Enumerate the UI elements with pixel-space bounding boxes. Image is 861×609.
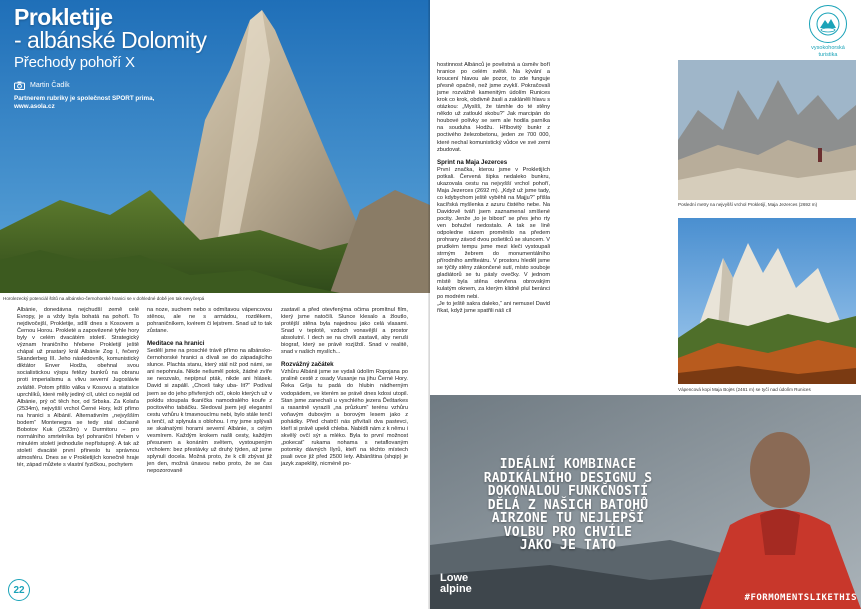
ad-hashtag: #FORMOMENTSLIKETHIS [744,593,857,603]
left-column-2 [147,307,272,475]
left-col2-text: na noze, suchem nebo s odmítavou vápencovou stěnou, ale ne s armádou, rozděkem, pohraničníkem, kvérem či lejstrem. Snad už to tak zůstane. [147,307,272,335]
article-title-block [14,6,294,111]
hero-photo [0,0,430,293]
partner-note [14,95,194,111]
title-line-1: Prokletije [14,4,113,30]
photo1-caption: Poslední metry na nejvyšší vrchol Prokletijí, Maja Jezerces (2692 m) [678,202,818,207]
section-heading-meditace: Meditace na hranici [147,340,205,348]
left-col3-text: zastavil a před otevřenýma očima promítnul film, který jsme natočili. Slunce klesalo a žloutlo, protější stěna byla najednou jako celá vlasami. Snad v teplotě, vzduch vonavější a prostor absolutní. I dech se na chvíli zastavil, aby neruši biograf, který se právě rozjíždí. Snad v realitě, snad v našich myslích... [281,307,408,356]
partner-link[interactable]: www.asola.cz [14,103,55,110]
ad-slogan-line: DĚLÁ Z NAŠICH BATOHŮ [487,497,649,513]
article-title [14,6,294,52]
article-subtitle: Přechody pohoří X [14,54,135,71]
ad-slogan [448,458,688,553]
right-page [430,0,861,609]
badge-line-1: vysokohorská [811,45,845,51]
partner-line-1: Partnerem rubriky je společnost SPORT prima, [14,95,155,102]
hero-caption: Horolezecký potenciál štítů na albánsko-černohorské hranici se v dohledné době jen tak nevyčerpá [3,296,205,301]
left-page [0,0,430,609]
badge-line-2: turistika [818,51,838,58]
author-credit [14,81,294,90]
brand-line-1: Lowe [440,572,469,584]
peaks-photo-image [678,218,856,384]
ad-slogan-line: DOKONALOU FUNKČNOSTÍ [487,484,649,499]
peaks-photo [678,218,856,384]
summit-photo [678,60,856,200]
category-badge [800,5,856,58]
right-column-1 [437,62,550,315]
ad-slogan-line: JAKO JE TATO [519,538,617,553]
left-column-1 [17,307,139,469]
lowe-alpine-logo [440,573,500,603]
camera-icon [14,81,25,90]
right-col1-text-c: „Je to ještě sakra daleko,“ ani nemusel David říkat, když jsme spatřili náš cíl [437,300,550,314]
left-column-3 [281,307,408,468]
section-heading-sprint: Sprint na Maja Jezerces [437,158,508,166]
photo2-caption: Vápencová kopi Maja Bojës (2461 m) se tyčí nad údolím Runices [678,387,811,392]
brand-line-2: alpine [440,583,472,595]
section-heading-zacatek: Rozvážný začátek [281,361,334,369]
left-col2-text-b: Sedělí jsme na proschlé trávě přímo na albánsko-černohorské hranici a dívali se do západajícího slunce. Plachta stanu, který stál níž pod námi, se ani nepohnula. Nikde nešuměl potok, žádné zvíře se neozvalo, nepípnul pták, nikde ani hlásek. David si zapálil. „Chceš taky uba- lit?“ Podíval jsem se do jeho přivřených očí, okolo kterých už v pokldu stoupala tkaníčka namodralého kouře z pocitového tabáčku. Sledoval jsem její elegantní cestu vzhůru k tmavnoucímu nebi, bylo stále tenčí a tenčí, až splynula s oblohou. I my jsme splývali se skalnatými horami severní Albánie, s celým vesmírem. Každým krokem našli cesty, každým přesunem a konáním světem, vystoupeným vrcholem: bez přestávky už druhý týden, až jsme splynuli docela. Možná proto, že k cíli zbývat již jen den, možná únavou nebo proto, že se čas nepozorovaně [147,348,272,475]
right-col1-text-b: První značka, kterou jsme v Prokletijích potkali. Červená šipka nedaleko bunkru, ukazovala cestu na nejvyšší vrchol pohoří, Maja Jezerces (2692 m). „Když už jsme tady, co kdybychom ještě vyběhli na Majju?“ přišla kacířská myšlenka z azuru čistého nebe. Na Davidově tváři jsem zaznamenal smíšené pocity. Jenže „to je bibost“ se přes jeho rty ven bohužel nedostalo. A tak se lině odpoledne rázem proměnilo na předem prohrany závod dvou pošetilců se sluncem. V prudkém tempu jsme mezi kleči vystoupali strmým žebrem do monumentálního přírodního amfiteátru. V prostoru hleděl jsme se týčily stěny zákončené sutí, místo souboje gladiátorů se tu pásly ovečky. V jednom místě byla stěna otevřena obrovským kulatým oknem, za kterým klidně plul beránci po modrém nebi. [437,166,550,300]
right-col1-text: hostinnost Albánců je pověstná a úsměv boří hranice po celém světě. Na kývání a kroucení hlavou ale pozor, to zde funguje přesně opačně, než jsme zvyklí. Pokračovali jsme rozvážně kamenitým údolím Runices krok co krok, obdivně žasli a zakláněli hlavu s otázkou: „Myslíš, že támhle do té stěny někdo už zatloukl skobu?“ Jak marcipán do houbové polívky se sem ale hodila parníka na souduha Hodžu. Hříbovitý bunkr z poctivého železobetonu, jeden ze 700 000, které nechal komunistický vůdce ve své zemi zbudovat. [437,62,550,153]
left-col3-text-b: Vzhůru Albánii jsme se vydali údolím Ropojana po pralině cestě z osady Vusanje na jihu Černé Hory. Řeka Grlja tu padá do hlubin nádherným vodopádem, ve kterém se právě dnes kdosi utopil. Stan jsme zanechali u vyschlého jezera Ďeštarkes a rasantně vyrazili „na průzkum“ terénu vzhůru voňavým dubovým a borovým lesem jako z pohádky. Před chatrčí nás přivítali dva pastevci, kteří si právě upekli chleba. Nabídli nám z k němu i skvělý ovčí sýr a mléko. Byla to první možnost „pokecat“ rukama nohama s netaflovaným potomky dávných Ilyrů, kteří na těchto místech psali ovce již před 2500 lety. Albánština (shqip) je jazyk zapeklitý, nicméně po- [281,369,408,467]
left-col1-text: Albánie, donedávna nejchudší země celé Evropy, je a vždy byla bohatá na pohoří. To nejdivočejší, Prokletije, sdílí dnes s Kosovem a Černou Horou. Prokleté a zapovězené tyhle hory byly v celém dvacátém století. Strategický význam hraničního hřebene Prokletijí ještě chápal už prastarý král Albánie Zog I, řečený Skanderbeg III. Jeho následovník, komunistický diktátor Enver Hodža, obehnal svou socialistickou výspu fetězy bunkrů na obranu proti imperialismu a vlivu severní Jugoslávie zvláště. Potom přišlo válka v Kosovu a statisíce uprchlíků, které měly jediný cíl, utéct co nejdál od Albánie, prý oč těch hor, od Srbska. Za Kolaťa (2534m), nejvyšší vrchol Černé Hory, leží přímo na hranici s Albánií. Alternativním „nejvyšším bodem“ Montenegra se tedy stal dočasně Bobotov Kuk (2523m) v Durmitoru – pro normálního smrtelníka byl pohraniční hřeben v minulém století jednoduše nepřístupný. A tak až století dvacáté první přineslo tu správnou atmosféru. Dnes se v Prokletijích konečně hraje tér, západ můžete s vlastní fyzičkou, pochytem [17,307,139,469]
page-number: 22 [8,579,30,601]
ad-slogan-line: AIRZONE TU NEJLEPŠÍ [491,511,645,526]
lowe-alpine-advertisement[interactable] [430,395,861,609]
title-line-2: - albánské Dolomity [14,27,207,53]
mountain-compass-icon [809,5,847,43]
badge-label [800,45,856,58]
ad-slogan-line: RADIKÁLNÍHO DESIGNU S [483,470,653,486]
ad-slogan-line: IDEÁLNÍ KOMBINACE [499,457,637,472]
author-name: Martin Čadík [30,82,70,89]
ad-slogan-line: VOLBU PRO CHVÍLE [503,524,633,540]
summit-photo-image [678,60,856,200]
